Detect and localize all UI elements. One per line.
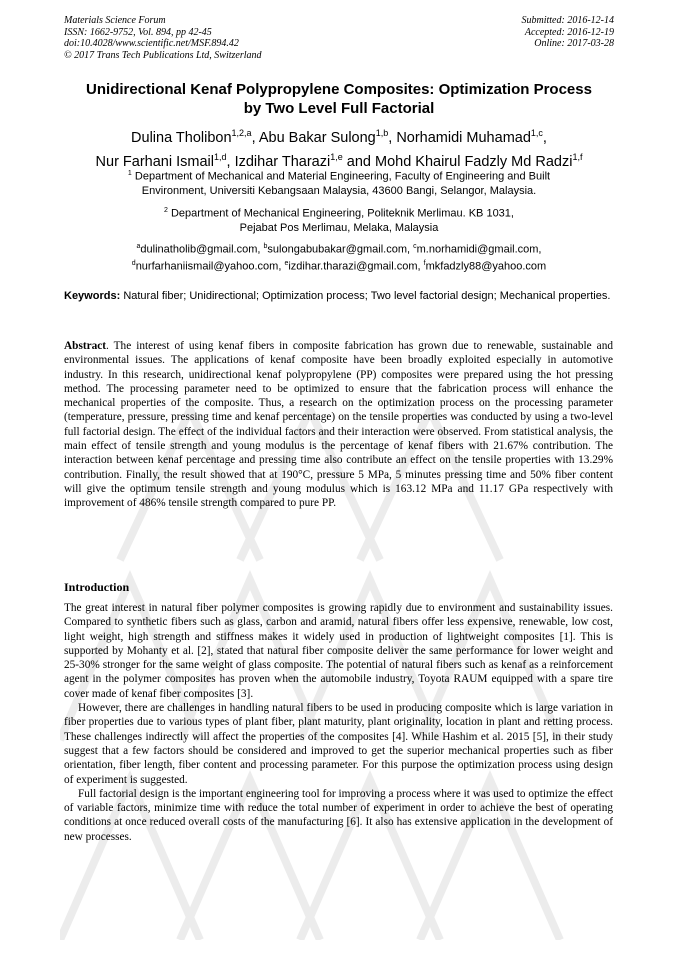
email-c[interactable]: m.norhamidi@gmail.com — [416, 243, 539, 256]
keywords — [64, 289, 613, 303]
affiliation-2 — [64, 204, 614, 236]
online-date: Online: 2017-03-28 — [534, 38, 614, 50]
abstract — [64, 339, 613, 511]
abstract-label: Abstract — [64, 340, 107, 352]
affiliation-number: 2 — [164, 207, 168, 214]
email-e[interactable]: izdihar.tharazi@gmail.com — [288, 260, 418, 273]
copyright-line: © 2017 Trans Tech Publications Ltd, Switzerland — [64, 49, 262, 61]
introduction-body — [64, 601, 613, 844]
intro-paragraph-1: The great interest in natural fiber polymer composites is growing rapidly due to environment and sustainability issues. Compared to synthetic fibers such as glass, carbon and aramid, natural fibers offer less expensive, renewable, low cost, light weight, high strength and stiffness makes it widely used in production of lightweight composites [1]. This is supported by Mohanty et al. [2], stated that natural fiber composite deliver the same performance for lower weight and 25-30% stronger for the same weight of glass composite. The potential of natural fibers such as kenaf as a reinforcement agent in the polymer composites has proven when the automobile industry, Toyota RAUM equipped with a spare tire cover made of kenaf fiber composites [3]. — [64, 602, 613, 700]
author-affil: 1,b — [375, 128, 389, 138]
email-b[interactable]: sulongabubakar@gmail.com — [267, 243, 407, 256]
email-d[interactable]: nurfarhaniismail@yahoo.com — [135, 260, 279, 273]
email-f[interactable]: mkfadzly88@yahoo.com — [425, 260, 547, 273]
journal-name: Materials Science Forum — [64, 15, 166, 26]
affiliation-text: Environment, Universiti Kebangsaan Malaysia, 43600 Bangi, Selangor, Malaysia. — [141, 185, 537, 198]
author-name: Norhamidi Muhamad — [396, 129, 531, 146]
affiliation-text: Department of Mechanical and Material Engineering, Faculty of Engineering and Built — [134, 170, 551, 183]
doi-line: doi:10.4028/www.scientific.net/MSF.894.42 — [64, 38, 239, 50]
title-line-1: Unidirectional Kenaf Polypropylene Composites: Optimization Process — [86, 81, 592, 98]
author-affil: 1,f — [572, 151, 583, 162]
abstract-text: . The interest of using kenaf fibers in composite fabrication has grown due to renewable, sustainable and environmental issues. The applications of kenaf composite have been broadly exploited especially in automotive industry. In this research, unidirectional kenaf polypropylene (PP) composites were prepared using the hot pressing method. The processing parameter need to be optimized to ensure that the fabrication process will enhance the mechanical properties of the composite. Thus, a research on the optimization process on the processing parameter (temperature, pressure, pressing time and kenaf percentage) on the tensile properties was conducted by using a two-level full factorial design. The effect of the individual factors and their interaction were observed. From statistical analysis, the main effect of tensile strength and young modulus is the percentage of kenaf fibers with 21.67% contribution. The interaction between kenaf percentage and pressing time also contribute an effect on the tensile properties with 13.29% contribution. Finally, the result showed that at 190°C, pressure 5 MPa, 5 minutes pressing time and 50% fiber content will give the optimum tensile strength and young modulus which is 163.12 MPa and 11.17 GPa respectively with improvement of 486% tensile strength compared to pure PP. — [64, 340, 613, 510]
email-a[interactable]: dulinatholib@gmail.com — [140, 243, 258, 256]
journal-info — [64, 15, 262, 61]
keywords-label: Keywords: — [64, 290, 121, 302]
title-line-2: by Two Level Full Factorial — [243, 100, 435, 117]
author-affil: 1,c — [530, 128, 543, 138]
author-name: Dulina Tholibon — [131, 129, 232, 146]
authors-line-2: Nur Farhani Ismail$^{1,d}$, Izdihar Tharazi$^{1,e}$ and Mohd Khairul Fadzly Md Radzi$^{1,f}$ — [95, 151, 583, 170]
submitted-date: Submitted: 2016-12-14 — [521, 15, 614, 26]
issn-line: ISSN: 1662-9752, Vol. 894, pp 42-45 — [64, 26, 212, 38]
author-name: Abu Bakar Sulong — [258, 129, 376, 146]
author-affil: 1,d — [213, 151, 227, 162]
author-name: Nur Farhani Ismail — [95, 153, 214, 170]
dates-info — [522, 15, 615, 50]
author-list — [40, 124, 638, 172]
affiliation-number: 1 — [127, 170, 132, 177]
author-name: Mohd Khairul Fadzly Md Radzi — [374, 153, 573, 170]
keywords-text: Natural fiber; Unidirectional; Optimization process; Two level factorial design; Mechanical properties. — [123, 290, 611, 302]
author-name: Izdihar Tharazi — [234, 153, 331, 170]
accepted-date: Accepted: 2016-12-19 — [524, 26, 614, 38]
affiliation-text: Department of Mechanical Engineering, Politeknik Merlimau. KB 1031, — [170, 207, 514, 220]
affiliation-1 — [64, 167, 614, 199]
introduction-heading: Introduction — [64, 580, 130, 594]
affiliation-text: Pejabat Pos Merlimau, Melaka, Malaysia — [239, 222, 439, 235]
intro-paragraph-2: However, there are challenges in handling natural fibers to be used in producing composite which is large variation in fiber properties due to various types of plant fiber, plant maturity, plant originality, location in plant and retting process. These challenges indirectly will affect the properties of the composites [4]. While Hashim et al. 2015 [5], in their study suggest that a few factors should be considered and improved to get the superior mechanical properties such as fiber orientation, fiber length, fiber content and processing parameter. For this purpose the optimization process using design of experiment is suggested. — [64, 702, 613, 786]
authors-line-1: Dulina Tholibon$^{1,2,a}$, Abu Bakar Sulong$^{1,b}$, Norhamidi Muhamad$^{1,c}$, — [131, 128, 547, 146]
intro-paragraph-3: Full factorial design is the important engineering tool for improving a process where it was used to optimize the effect of variable factors, minimize time with reduce the total number of experiment in order to achieve the best of operating conditions at once reduced overall costs of the manufacturing [6]. It also has extensive application in the development of new processes. — [64, 787, 613, 843]
author-affil: 1,e — [330, 151, 343, 162]
author-affil: 1,2,a — [231, 128, 252, 138]
author-emails: $^a$dulinatholib@gmail.com, $^b$sulongabubakar@gmail.com, $^c$m.norhamidi@gmail.com, $^d$nurfarhaniismail@yahoo.com, $^e$izdihar.tharazi@gmail.com, $^f$mkfadzly88@yahoo.com — [131, 243, 547, 273]
author-and: and — [346, 153, 371, 170]
paper-title — [64, 80, 614, 118]
